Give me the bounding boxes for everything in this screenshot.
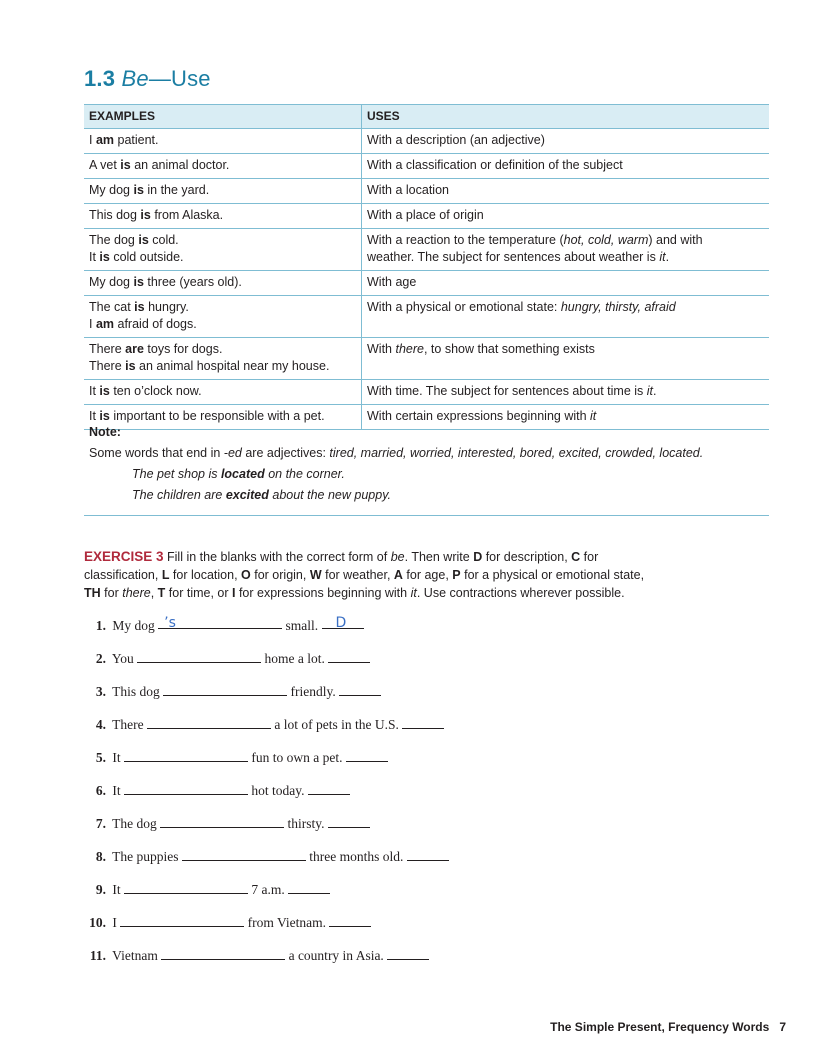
- exercise-item: [84, 746, 449, 779]
- chart-row: [84, 129, 769, 154]
- note-example-2: The children are excited about the new puppy.: [132, 488, 391, 502]
- item-text-after: thirsty.: [287, 816, 325, 831]
- answer-blank[interactable]: [161, 945, 285, 960]
- exercise-items: [84, 614, 449, 977]
- section-divider: [84, 515, 769, 516]
- item-text-after: fun to own a pet.: [251, 750, 343, 765]
- item-number: 2.: [95, 651, 106, 666]
- answer-blank[interactable]: [120, 912, 244, 927]
- item-number: 8.: [95, 849, 106, 864]
- exercise-item: [84, 911, 449, 944]
- item-text-before: It: [112, 750, 121, 765]
- use-cell: With a reaction to the temperature (hot, cold, warm) and with weather. The subject for sentences about weather is it.: [362, 229, 770, 271]
- item-text-before: The dog: [112, 816, 157, 831]
- item-number: 6.: [95, 783, 106, 798]
- item-text-before: The puppies: [112, 849, 179, 864]
- use-cell: With a place of origin: [362, 204, 770, 229]
- code-blank[interactable]: [407, 846, 449, 861]
- note-label: Note:: [89, 425, 121, 439]
- exercise-item: [84, 845, 449, 878]
- chart-row: [84, 229, 769, 271]
- handwritten-answer: ’s: [164, 615, 176, 631]
- answer-blank[interactable]: [137, 648, 261, 663]
- chart-row: [84, 296, 769, 338]
- page-number: 7: [779, 1020, 786, 1034]
- exercise-item: [84, 812, 449, 845]
- item-number: 10.: [89, 915, 106, 930]
- chart-row: [84, 271, 769, 296]
- page-footer: [550, 1020, 786, 1034]
- answer-blank[interactable]: [147, 714, 271, 729]
- exercise-instructions: [84, 548, 684, 602]
- item-text-after: three months old.: [309, 849, 404, 864]
- chart-row: [84, 380, 769, 405]
- exercise-label: EXERCISE 3: [84, 549, 164, 564]
- example-cell: It is ten o’clock now.: [84, 380, 362, 405]
- item-number: 9.: [95, 882, 106, 897]
- example-cell: My dog is three (years old).: [84, 271, 362, 296]
- section-title: [84, 66, 211, 92]
- example-cell: This dog is from Alaska.: [84, 204, 362, 229]
- item-text-after: home a lot.: [264, 651, 325, 666]
- answer-blank[interactable]: [182, 846, 306, 861]
- code-blank[interactable]: [322, 614, 364, 629]
- example-cell: It is important to be responsible with a pet.: [84, 405, 362, 430]
- be-use-chart: [84, 104, 769, 430]
- instruction-line-3: TH for there, T for time, or I for expressions beginning with it. Use contractions wherever possible.: [84, 586, 625, 600]
- item-text-before: It: [112, 783, 121, 798]
- exercise-item: [84, 713, 449, 746]
- code-blank[interactable]: [346, 747, 388, 762]
- example-cell: The dog is cold. It is cold outside.: [84, 229, 362, 271]
- code-blank[interactable]: [328, 648, 370, 663]
- section-be: Be: [121, 66, 149, 91]
- chart-row: [84, 338, 769, 380]
- exercise-item: [84, 944, 449, 977]
- item-text-before: Vietnam: [112, 948, 158, 963]
- example-cell: The cat is hungry. I am afraid of dogs.: [84, 296, 362, 338]
- section-number: 1.3: [84, 66, 116, 91]
- code-blank[interactable]: [387, 945, 429, 960]
- item-text-before: I: [112, 915, 117, 930]
- code-blank[interactable]: [288, 879, 330, 894]
- use-cell: With there, to show that something exists: [362, 338, 770, 380]
- answer-blank[interactable]: [124, 747, 248, 762]
- answer-blank[interactable]: [160, 813, 284, 828]
- example-cell: My dog is in the yard.: [84, 179, 362, 204]
- exercise-item: [84, 614, 449, 647]
- exercise-item: [84, 779, 449, 812]
- item-number: 7.: [95, 816, 106, 831]
- exercise-item: [84, 680, 449, 713]
- answer-blank[interactable]: [163, 681, 287, 696]
- item-text-after: small.: [285, 618, 319, 633]
- note-box: [84, 422, 769, 506]
- item-text-after: a country in Asia.: [288, 948, 384, 963]
- example-cell: A vet is an animal doctor.: [84, 154, 362, 179]
- examples-header: EXAMPLES: [84, 105, 362, 129]
- item-text-before: My dog: [112, 618, 155, 633]
- use-cell: With a location: [362, 179, 770, 204]
- note-text: Some words that end in -ed are adjectives: tired, married, worried, interested, bored, excited, crowded, located.: [89, 446, 704, 460]
- code-blank[interactable]: [329, 912, 371, 927]
- item-text-after: a lot of pets in the U.S.: [274, 717, 399, 732]
- use-cell: With a classification or definition of the subject: [362, 154, 770, 179]
- item-text-after: hot today.: [251, 783, 305, 798]
- answer-blank[interactable]: [124, 780, 248, 795]
- use-cell: With a description (an adjective): [362, 129, 770, 154]
- instruction-line-2: classification, L for location, O for origin, W for weather, A for age, P for a physical or emotional state,: [84, 568, 645, 582]
- code-blank[interactable]: [308, 780, 350, 795]
- use-cell: With age: [362, 271, 770, 296]
- item-number: 11.: [89, 948, 106, 963]
- item-number: 1.: [95, 618, 106, 633]
- item-number: 3.: [95, 684, 106, 699]
- chart-row: [84, 204, 769, 229]
- use-cell: With certain expressions beginning with it: [362, 405, 770, 430]
- example-cell: I am patient.: [84, 129, 362, 154]
- item-text-before: You: [111, 651, 134, 666]
- uses-header: USES: [362, 105, 770, 129]
- code-blank[interactable]: [339, 681, 381, 696]
- item-text-before: This dog: [112, 684, 160, 699]
- chart-row: [84, 154, 769, 179]
- code-blank[interactable]: [402, 714, 444, 729]
- note-example-1: The pet shop is located on the corner.: [132, 467, 345, 481]
- exercise-item: [84, 647, 449, 680]
- footer-title: The Simple Present, Frequency Words: [550, 1020, 770, 1034]
- item-number: 4.: [95, 717, 106, 732]
- answer-blank[interactable]: [124, 879, 248, 894]
- chart-row: [84, 179, 769, 204]
- use-cell: With a physical or emotional state: hungry, thirsty, afraid: [362, 296, 770, 338]
- chart-header-row: [84, 105, 769, 129]
- item-number: 5.: [95, 750, 106, 765]
- code-blank[interactable]: [328, 813, 370, 828]
- instruction-line-1: Fill in the blanks with the correct form of be. Then write D for description, C for: [167, 550, 599, 564]
- handwritten-code: D: [335, 615, 347, 631]
- use-cell: With time. The subject for sentences about time is it.: [362, 380, 770, 405]
- item-text-after: from Vietnam.: [247, 915, 327, 930]
- example-cell: There are toys for dogs. There is an animal hospital near my house.: [84, 338, 362, 380]
- item-text-after: friendly.: [290, 684, 336, 699]
- answer-blank[interactable]: [158, 614, 282, 629]
- item-text-after: 7 a.m.: [251, 882, 285, 897]
- item-text-before: It: [112, 882, 121, 897]
- item-text-before: There: [112, 717, 144, 732]
- section-use: —Use: [148, 66, 211, 91]
- exercise-item: [84, 878, 449, 911]
